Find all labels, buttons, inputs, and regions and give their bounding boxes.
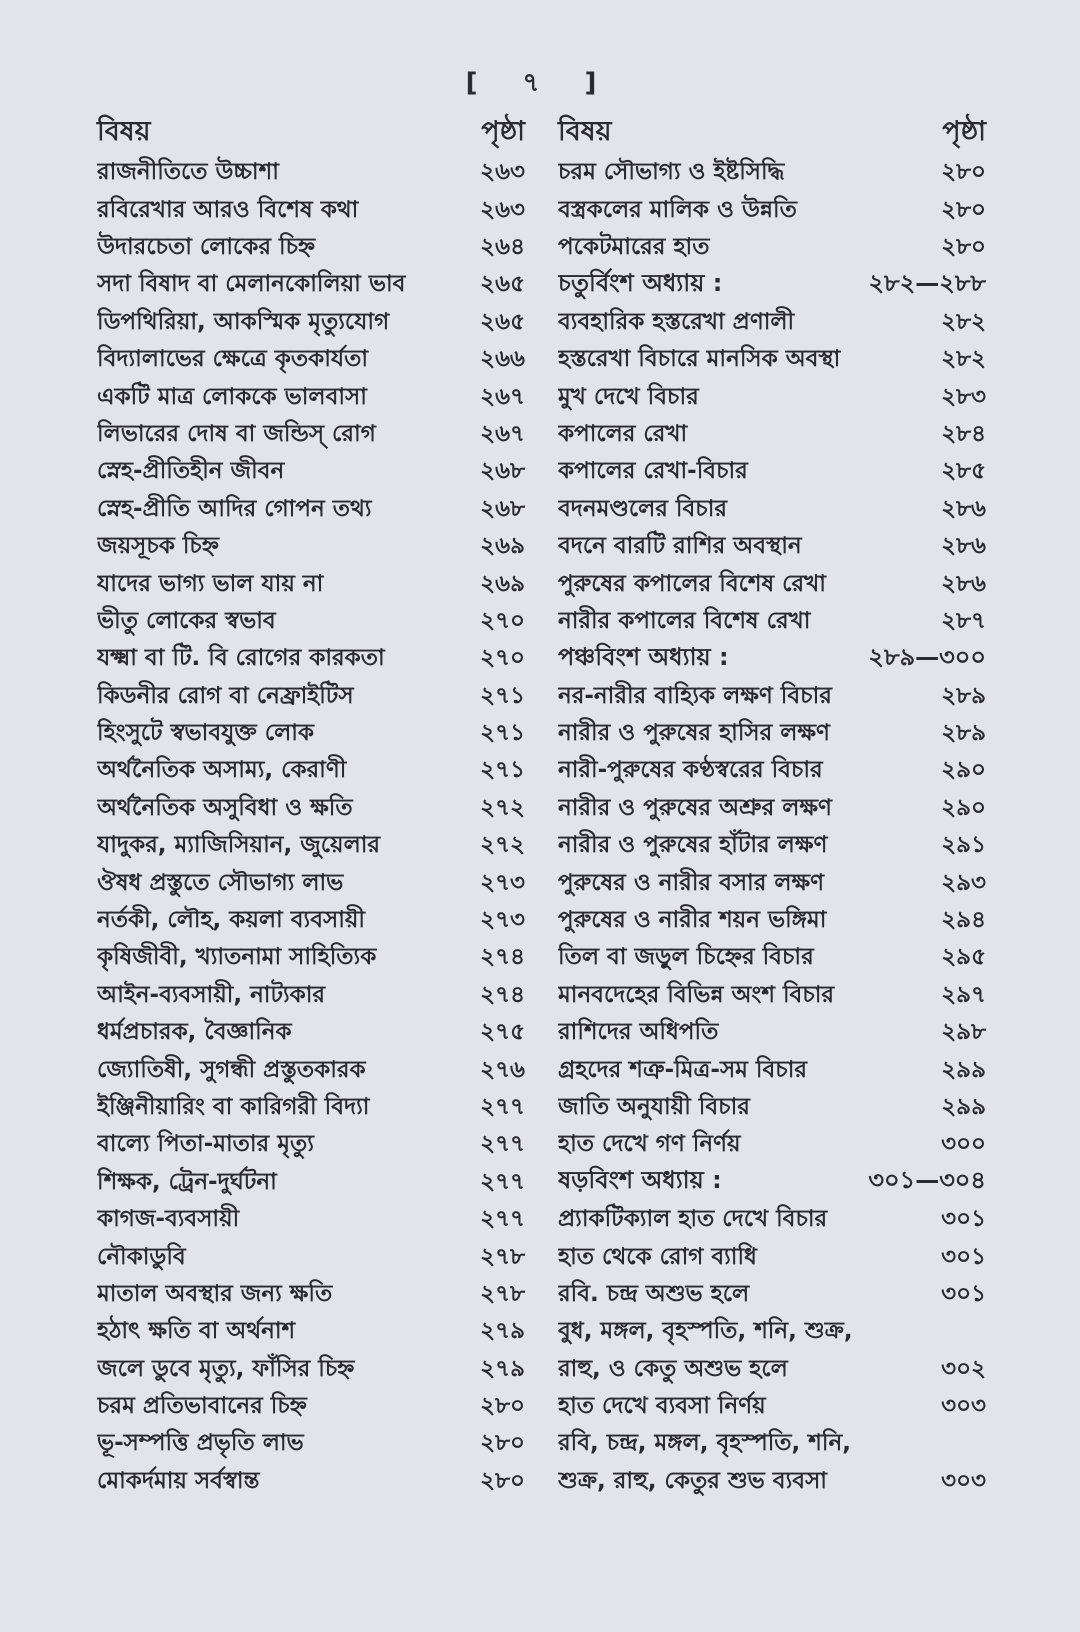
toc-entry bbox=[558, 1014, 986, 1051]
entry-page: ২৬৫ bbox=[480, 271, 525, 298]
entry-title: মুখ দেখে বিচার bbox=[558, 383, 699, 410]
entry-title: রাজনীতিতে উচ্চাশা bbox=[97, 159, 279, 186]
entry-title: প্র্যাকটিক্যাল হাত দেখে বিচার bbox=[558, 1206, 828, 1233]
toc-entry bbox=[558, 603, 986, 640]
entry-page: ২৯০ bbox=[941, 757, 986, 784]
toc-entry bbox=[97, 827, 525, 864]
toc-entry bbox=[97, 1351, 525, 1388]
toc-entry bbox=[97, 1014, 525, 1051]
entry-page: ২৯০ bbox=[941, 794, 986, 821]
entry-page: ২৭২ bbox=[480, 832, 525, 859]
entry-page: ৩০০ bbox=[941, 1131, 986, 1158]
entry-title: হিংসুটে স্বভাবযুক্ত লোক bbox=[97, 720, 314, 747]
entry-title: পঞ্চবিংশ অধ্যায় : bbox=[558, 642, 729, 671]
entry-page: ২৭১ bbox=[480, 757, 525, 784]
entry-title: রবি, চন্দ্র, মঙ্গল, বৃহস্পতি, শনি, bbox=[558, 1430, 851, 1457]
entry-title: যাদের ভাগ্য ভাল যায় না bbox=[97, 570, 324, 597]
entry-page: ২৮৬ bbox=[941, 570, 986, 597]
entry-page: ২৬৫ bbox=[480, 308, 525, 335]
toc-entry bbox=[97, 341, 525, 378]
entry-page: ২৭৭ bbox=[480, 1131, 525, 1158]
toc-entry bbox=[558, 677, 986, 714]
toc-entry bbox=[558, 939, 986, 976]
toc-entry bbox=[97, 154, 525, 191]
toc-entry bbox=[558, 902, 986, 939]
entry-page: ২৭৪ bbox=[480, 944, 525, 971]
entry-page: ২৭৮ bbox=[480, 1280, 525, 1307]
entry-page: ২৯৯ bbox=[941, 1093, 986, 1120]
subject-heading: বিষয় bbox=[558, 115, 612, 147]
toc-entry bbox=[97, 1089, 525, 1126]
entry-title: শিক্ষক, ট্রেন-দুর্ঘটনা bbox=[97, 1168, 277, 1195]
toc-entry bbox=[558, 864, 986, 901]
toc-entry bbox=[558, 304, 986, 341]
toc-entry bbox=[558, 565, 986, 602]
entry-page: ২৬৭ bbox=[480, 383, 525, 410]
entry-title: ধর্মপ্রচারক, বৈজ্ঞানিক bbox=[97, 1019, 292, 1046]
entry-title: পকেটমারের হাত bbox=[558, 233, 710, 260]
toc-entry bbox=[97, 1276, 525, 1313]
entry-title: নারীর ও পুরুষের হাঁটার লক্ষণ bbox=[558, 832, 828, 859]
entry-page: ২৮৯ bbox=[941, 720, 986, 747]
entry-page: ২৮৩ bbox=[941, 383, 986, 410]
entry-title: ঔষধ প্রস্তুতে সৌভাগ্য লাভ bbox=[97, 869, 344, 896]
entry-title: চরম সৌভাগ্য ও ইষ্টসিদ্ধি bbox=[558, 159, 785, 186]
toc-entry bbox=[97, 416, 525, 453]
toc-entry bbox=[558, 1463, 986, 1500]
entry-title: কৃষিজীবী, খ্যাতনামা সাহিত্যিক bbox=[97, 944, 377, 971]
toc-entry bbox=[97, 1425, 525, 1462]
toc-entry bbox=[558, 1425, 986, 1462]
toc-entry bbox=[558, 1388, 986, 1425]
entry-page: ৩০১ bbox=[941, 1206, 986, 1233]
toc-entry bbox=[97, 191, 525, 228]
toc-entry bbox=[97, 491, 525, 528]
entry-title: পুরুষের ও নারীর বসার লক্ষণ bbox=[558, 869, 825, 896]
entry-page: ২৮৭ bbox=[941, 607, 986, 634]
entry-page: ২৮০ bbox=[941, 196, 986, 223]
entry-title: মোকর্দমায় সর্বস্বান্ত bbox=[97, 1467, 260, 1494]
chapter-heading-row bbox=[558, 640, 986, 677]
toc-entry bbox=[558, 378, 986, 415]
toc-entry bbox=[97, 304, 525, 341]
toc-entry bbox=[558, 453, 986, 490]
toc-entry bbox=[558, 1201, 986, 1238]
entry-title: হাত দেখে গণ নির্ণয় bbox=[558, 1131, 741, 1158]
entry-title: কাগজ-ব্যবসায়ী bbox=[97, 1206, 240, 1233]
entry-title: হাত থেকে রোগ ব্যাধি bbox=[558, 1243, 757, 1270]
entry-page: ২৮০ bbox=[941, 233, 986, 260]
toc-entry bbox=[558, 715, 986, 752]
entry-page: ২৭০ bbox=[480, 645, 525, 672]
entry-page: ২৭৬ bbox=[480, 1056, 525, 1083]
entry-title: রবিরেখার আরও বিশেষ কথা bbox=[97, 196, 359, 223]
entry-title: ইঞ্জিনীয়ারিং বা কারিগরী বিদ্যা bbox=[97, 1093, 370, 1120]
entry-title: জয়সূচক চিহ্ন bbox=[97, 533, 219, 560]
entry-page: ২৬৮ bbox=[480, 458, 525, 485]
entry-title: নর-নারীর বাহ্যিক লক্ষণ বিচার bbox=[558, 682, 832, 709]
toc-column-left bbox=[97, 112, 525, 1500]
entry-page: ২৬৮ bbox=[480, 495, 525, 522]
entry-title: যক্ষ্মা বা টি. বি রোগের কারকতা bbox=[97, 645, 385, 672]
entry-page: ২৯৭ bbox=[941, 981, 986, 1008]
entry-title: পুরুষের কপালের বিশেষ রেখা bbox=[558, 570, 826, 597]
entry-title: হঠাৎ ক্ষতি বা অর্থনাশ bbox=[97, 1318, 296, 1345]
entry-page: ২৭৯ bbox=[480, 1355, 525, 1382]
entry-title: কিডনীর রোগ বা নেফ্রাইটিস bbox=[97, 682, 354, 709]
entry-title: কপালের রেখা bbox=[558, 420, 688, 447]
entry-page: ২৭৭ bbox=[480, 1093, 525, 1120]
entry-page: ২৭৫ bbox=[480, 1019, 525, 1046]
entry-title: চরম প্রতিভাবানের চিহ্ন bbox=[97, 1393, 307, 1420]
entry-title: ভূ-সম্পত্তি প্রভৃতি লাভ bbox=[97, 1430, 304, 1457]
toc-entry bbox=[97, 453, 525, 490]
toc-entry bbox=[97, 752, 525, 789]
toc-entry bbox=[97, 528, 525, 565]
entry-title: মানবদেহের বিভিন্ন অংশ বিচার bbox=[558, 981, 835, 1008]
toc-entry bbox=[558, 1126, 986, 1163]
toc-entry bbox=[558, 416, 986, 453]
toc-entry bbox=[558, 528, 986, 565]
entry-title: জাতি অনুযায়ী বিচার bbox=[558, 1093, 750, 1120]
entry-page: ৩০১ bbox=[941, 1280, 986, 1307]
entry-title: সদা বিষাদ বা মেলানকোলিয়া ভাব bbox=[97, 271, 406, 298]
entry-title: গ্রহদের শত্রু-মিত্র-সম বিচার bbox=[558, 1056, 808, 1083]
entry-page: ২৭০ bbox=[480, 607, 525, 634]
toc-entry bbox=[558, 491, 986, 528]
subject-heading: বিষয় bbox=[97, 115, 151, 147]
entry-title: পুরুষের ও নারীর শয়ন ভঙ্গিমা bbox=[558, 907, 827, 934]
entry-page: ২৮২—২৮৮ bbox=[868, 268, 986, 297]
toc-entry bbox=[97, 640, 525, 677]
entry-page: ২৮২ bbox=[941, 308, 986, 335]
entry-title: অর্থনৈতিক অসুবিধা ও ক্ষতি bbox=[97, 794, 353, 821]
entry-title: স্নেহ-প্রীতি আদির গোপন তথ্য bbox=[97, 495, 372, 522]
toc-entry bbox=[97, 677, 525, 714]
toc-entry bbox=[97, 1238, 525, 1275]
toc-entry bbox=[558, 154, 986, 191]
entry-title: জ্যোতিষী, সুগন্ধী প্রস্তুতকারক bbox=[97, 1056, 366, 1083]
entry-title: মাতাল অবস্থার জন্য ক্ষতি bbox=[97, 1280, 333, 1307]
entry-page: ২৬৯ bbox=[480, 570, 525, 597]
entry-page: ২৭৩ bbox=[480, 869, 525, 896]
entry-page: ২৯৩ bbox=[941, 869, 986, 896]
entry-title: একটি মাত্র লোককে ভালবাসা bbox=[97, 383, 367, 410]
toc-entry bbox=[97, 266, 525, 303]
toc-entry bbox=[97, 1313, 525, 1350]
entry-title: ব্যবহারিক হস্তরেখা প্রণালী bbox=[558, 308, 795, 335]
entry-page: ২৭১ bbox=[480, 720, 525, 747]
entry-title: নারীর ও পুরুষের হাসির লক্ষণ bbox=[558, 720, 830, 747]
toc-entry bbox=[97, 565, 525, 602]
entry-page: ২৬৪ bbox=[480, 233, 525, 260]
entry-title: আইন-ব্যবসায়ী, নাট্যকার bbox=[97, 981, 326, 1008]
entry-title: হস্তরেখা বিচারে মানসিক অবস্থা bbox=[558, 346, 841, 373]
entry-title: জলে ডুবে মৃত্যু, ফাঁসির চিহ্ন bbox=[97, 1355, 355, 1382]
entry-page: ২৮০ bbox=[480, 1393, 525, 1420]
entry-page: ৩০৩ bbox=[941, 1393, 986, 1420]
page-heading: পৃষ্ঠা bbox=[481, 115, 525, 147]
entry-title: বাল্যে পিতা-মাতার মৃত্যু bbox=[97, 1131, 314, 1158]
entry-page: ২৭৯ bbox=[480, 1318, 525, 1345]
entry-page: ২৮৫ bbox=[941, 458, 986, 485]
entry-page: ২৮৯—৩০০ bbox=[868, 642, 986, 671]
entry-title: রাশিদের অধিপতি bbox=[558, 1019, 719, 1046]
entry-title: ভীতু লোকের স্বভাব bbox=[97, 607, 276, 634]
entry-page: ২৮০ bbox=[941, 159, 986, 186]
toc-entry bbox=[558, 1276, 986, 1313]
toc-entry bbox=[558, 827, 986, 864]
entry-title: ডিপথিরিয়া, আকস্মিক মৃত্যুযোগ bbox=[97, 308, 390, 335]
entry-title: রবি. চন্দ্র অশুভ হলে bbox=[558, 1280, 750, 1307]
toc-entry bbox=[558, 1051, 986, 1088]
entry-page: ২৯৫ bbox=[941, 944, 986, 971]
toc-entry bbox=[558, 1089, 986, 1126]
entry-page: ৩০১—৩০৪ bbox=[868, 1166, 986, 1195]
entry-page: ২৬৩ bbox=[480, 159, 525, 186]
entry-page: ৩০৩ bbox=[941, 1467, 986, 1494]
entry-title: রাহু, ও কেতু অশুভ হলে bbox=[558, 1355, 788, 1382]
entry-title: বদনে বারটি রাশির অবস্থান bbox=[558, 533, 802, 560]
toc-entry bbox=[97, 1164, 525, 1201]
toc-entry bbox=[97, 977, 525, 1014]
toc-entry bbox=[97, 864, 525, 901]
entry-title: স্নেহ-প্রীতিহীন জীবন bbox=[97, 458, 285, 485]
toc-entry bbox=[97, 1126, 525, 1163]
entry-page: ২৯৪ bbox=[941, 907, 986, 934]
toc-list-right bbox=[558, 154, 986, 1500]
entry-title: চতুর্বিংশ অধ্যায় : bbox=[558, 268, 723, 297]
entry-title: বিদ্যালাভের ক্ষেত্রে কৃতকার্যতা bbox=[97, 346, 369, 373]
entry-page: ২৯৯ bbox=[941, 1056, 986, 1083]
toc-entry bbox=[558, 1238, 986, 1275]
entry-title: নারী-পুরুষের কণ্ঠস্বরের বিচার bbox=[558, 757, 823, 784]
entry-title: নারীর ও পুরুষের অশ্রুর লক্ষণ bbox=[558, 794, 832, 821]
entry-title: নৌকাডুবি bbox=[97, 1243, 186, 1270]
chapter-heading-row bbox=[558, 266, 986, 303]
entry-page: ২৮২ bbox=[941, 346, 986, 373]
entry-page: ২৯১ bbox=[941, 832, 986, 859]
entry-title: ষড়বিংশ অধ্যায় : bbox=[558, 1166, 722, 1195]
toc-column-right bbox=[558, 112, 986, 1500]
toc-entry bbox=[97, 229, 525, 266]
entry-title: কপালের রেখা-বিচার bbox=[558, 458, 748, 485]
column-header bbox=[97, 112, 525, 154]
toc-entry bbox=[558, 191, 986, 228]
toc-entry bbox=[558, 229, 986, 266]
entry-title: নারীর কপালের বিশেষ রেখা bbox=[558, 607, 811, 634]
toc-entry bbox=[97, 902, 525, 939]
entry-title: শুক্র, রাহু, কেতুর শুভ ব্যবসা bbox=[558, 1467, 827, 1494]
entry-title: বুধ, মঙ্গল, বৃহস্পতি, শনি, শুক্র, bbox=[558, 1318, 853, 1345]
entry-title: হাত দেখে ব্যবসা নির্ণয় bbox=[558, 1393, 766, 1420]
chapter-heading-row bbox=[558, 1164, 986, 1201]
toc-list-left bbox=[97, 154, 525, 1500]
entry-page: ৩০১ bbox=[941, 1243, 986, 1270]
entry-title: অর্থনৈতিক অসাম্য, কেরাণী bbox=[97, 757, 347, 784]
toc-entry bbox=[97, 1201, 525, 1238]
entry-page: ২৮০ bbox=[480, 1430, 525, 1457]
toc-entry bbox=[558, 1313, 986, 1350]
entry-title: যাদুকর, ম্যাজিসিয়ান, জুয়েলার bbox=[97, 832, 381, 859]
entry-page: ৩০২ bbox=[941, 1355, 986, 1382]
entry-page: ২৬৬ bbox=[480, 346, 525, 373]
entry-page: ২৮৬ bbox=[941, 495, 986, 522]
entry-page: ২৭২ bbox=[480, 794, 525, 821]
entry-page: ২৭৭ bbox=[480, 1168, 525, 1195]
column-header bbox=[558, 112, 986, 154]
entry-title: বদনমণ্ডলের বিচার bbox=[558, 495, 728, 522]
entry-title: নর্তকী, লৌহ, কয়লা ব্যবসায়ী bbox=[97, 907, 365, 934]
entry-title: তিল বা জড়ুল চিহ্নের বিচার bbox=[558, 944, 814, 971]
entry-page: ২৮৯ bbox=[941, 682, 986, 709]
entry-page: ২৮৪ bbox=[941, 420, 986, 447]
entry-page: ২৭৪ bbox=[480, 981, 525, 1008]
entry-page: ২৬৯ bbox=[480, 533, 525, 560]
entry-page: ২৬৩ bbox=[480, 196, 525, 223]
toc-entry bbox=[97, 603, 525, 640]
entry-page: ২৮০ bbox=[480, 1467, 525, 1494]
entry-title: লিভারের দোষ বা জন্ডিস্ রোগ bbox=[97, 420, 376, 447]
toc-entry bbox=[558, 977, 986, 1014]
entry-page: ২৭১ bbox=[480, 682, 525, 709]
page-number: [ ৭ ] bbox=[465, 68, 615, 98]
entry-page: ২৯৮ bbox=[941, 1019, 986, 1046]
entry-title: উদারচেতা লোকের চিহ্ন bbox=[97, 233, 316, 260]
entry-page: ২৭৭ bbox=[480, 1206, 525, 1233]
toc-entry bbox=[97, 1463, 525, 1500]
toc-entry bbox=[97, 790, 525, 827]
entry-page: ২৭৮ bbox=[480, 1243, 525, 1270]
toc-entry bbox=[558, 752, 986, 789]
toc-entry bbox=[558, 790, 986, 827]
toc-entry bbox=[97, 378, 525, 415]
entry-page: ২৮৬ bbox=[941, 533, 986, 560]
page-heading: পৃষ্ঠা bbox=[942, 115, 986, 147]
entry-title: বস্ত্রকলের মালিক ও উন্নতি bbox=[558, 196, 797, 223]
entry-page: ২৭৩ bbox=[480, 907, 525, 934]
toc-entry bbox=[97, 1051, 525, 1088]
toc-entry bbox=[97, 939, 525, 976]
toc-entry bbox=[97, 715, 525, 752]
toc-entry bbox=[97, 1388, 525, 1425]
toc-entry bbox=[558, 341, 986, 378]
toc-entry bbox=[558, 1351, 986, 1388]
entry-page: ২৬৭ bbox=[480, 420, 525, 447]
